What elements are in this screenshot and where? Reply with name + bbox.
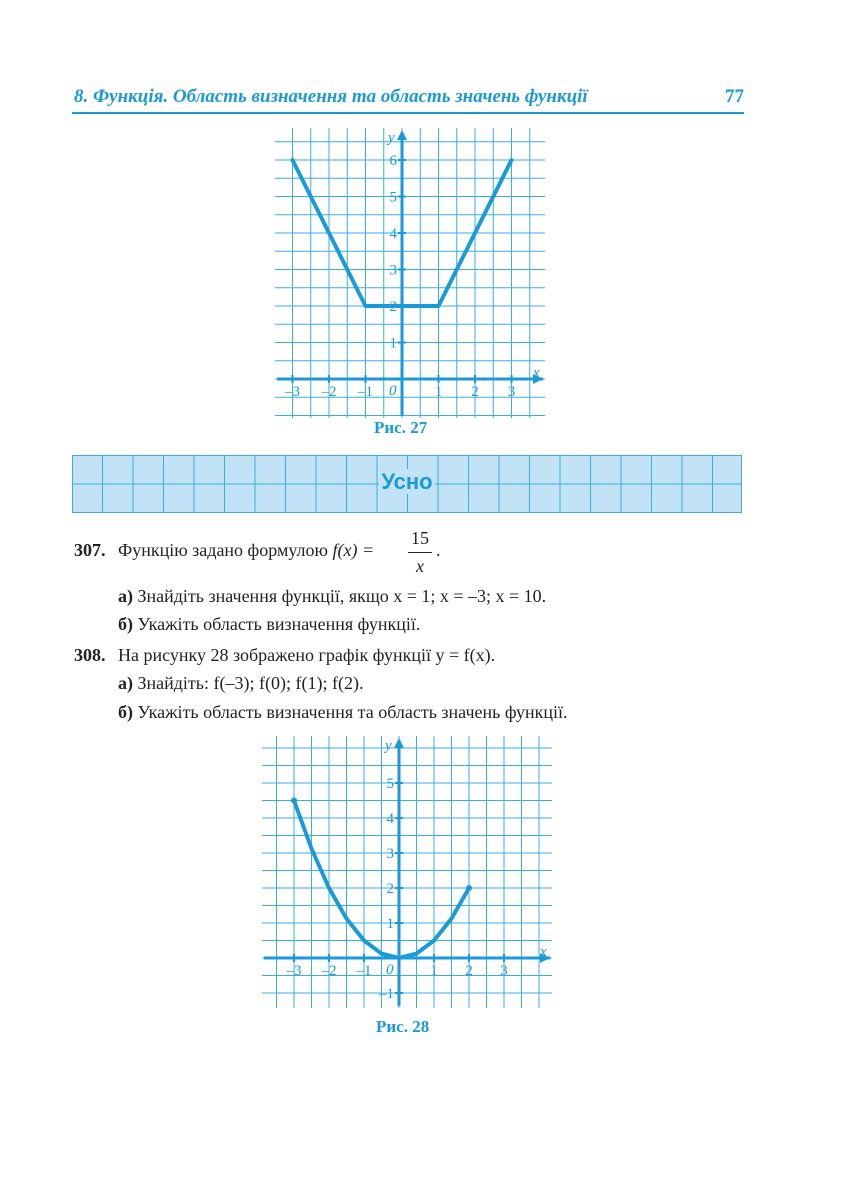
x-tick-label: –1: [356, 963, 372, 979]
y-tick-label: 3: [389, 262, 397, 279]
banner-label: Усно: [381, 469, 433, 494]
y-tick-label: –1: [379, 986, 394, 1002]
y-tick-label: 5: [389, 189, 397, 206]
section-title: 8. Функція. Область визначення та область значень функції: [74, 86, 588, 107]
task-308-number: 308.: [74, 645, 106, 665]
graph-endpoint: [466, 885, 472, 891]
y-tick-label: 6: [389, 153, 397, 169]
x-axis-label: x: [533, 365, 540, 381]
origin-label: 0: [386, 962, 394, 978]
task-308-b: [118, 702, 568, 723]
figure-27-graph: [275, 128, 545, 418]
graph-endpoint: [291, 798, 297, 804]
task-308-b-text: Укажіть область визначення та область значень функції.: [137, 702, 568, 722]
oral-banner: [72, 455, 742, 513]
page-header: [72, 86, 744, 114]
x-tick-label: –3: [285, 384, 300, 400]
task-307-a-label: а): [118, 586, 133, 606]
task-307-b: [118, 614, 420, 635]
task-307-number: 307.: [74, 540, 106, 560]
y-tick-label: 4: [386, 811, 394, 827]
x-axis-label: x: [540, 944, 547, 960]
task-307-intro-text: Функцію задано формулою: [118, 540, 328, 560]
task-307-func: f(x) =: [332, 540, 375, 560]
x-tick-label: –2: [321, 963, 337, 979]
fraction-numerator: 15: [411, 528, 429, 548]
task-308-a-label: а): [118, 673, 133, 693]
task-308-a: [118, 673, 363, 694]
fraction-bar: [408, 552, 432, 553]
figure-28-graph: [262, 736, 552, 1008]
x-tick-label: 1: [430, 963, 438, 979]
task-308-text: На рисунку 28 зображено графік функції y = f(x).: [118, 645, 496, 665]
x-tick-label: –3: [286, 963, 302, 979]
y-tick-label: 2: [389, 299, 397, 315]
y-axis-arrow: [394, 738, 404, 748]
y-tick-label: 1: [386, 916, 394, 932]
task-307-a: [118, 586, 546, 607]
figure-28-caption: Рис. 28: [376, 1017, 430, 1036]
y-tick-label: 4: [389, 226, 397, 242]
y-axis-label: y: [385, 738, 392, 754]
y-tick-label: 5: [386, 776, 394, 792]
x-tick-label: 2: [465, 963, 473, 979]
y-axis-arrow: [397, 130, 407, 140]
task-307-b-text: Укажіть область визначення функції.: [137, 614, 421, 634]
task-307-intro: [118, 540, 374, 561]
task-307-b-label: б): [118, 614, 133, 634]
x-tick-label: 1: [434, 384, 443, 400]
fraction-denominator: x: [416, 556, 424, 576]
figure-27-caption: Рис. 27: [374, 418, 428, 437]
y-tick-label: 1: [389, 335, 397, 352]
x-tick-label: –1: [358, 384, 373, 400]
task-307-a-text: Знайдіть значення функції, якщо x = 1; x = –3; x = 10.: [137, 586, 547, 606]
origin-label: 0: [389, 383, 397, 399]
x-tick-label: 3: [500, 963, 508, 979]
task-308-b-label: б): [118, 702, 133, 722]
page-number: 77: [725, 86, 744, 107]
x-tick-label: –2: [321, 384, 337, 400]
task-308-a-text: Знайдіть: f(–3); f(0); f(1); f(2).: [137, 673, 364, 693]
y-tick-label: 3: [386, 846, 394, 862]
task-307-end: .: [436, 540, 441, 560]
y-axis-label: y: [388, 130, 395, 146]
y-tick-label: 2: [386, 881, 394, 897]
x-tick-label: 2: [471, 384, 479, 400]
x-tick-label: 3: [507, 384, 516, 400]
